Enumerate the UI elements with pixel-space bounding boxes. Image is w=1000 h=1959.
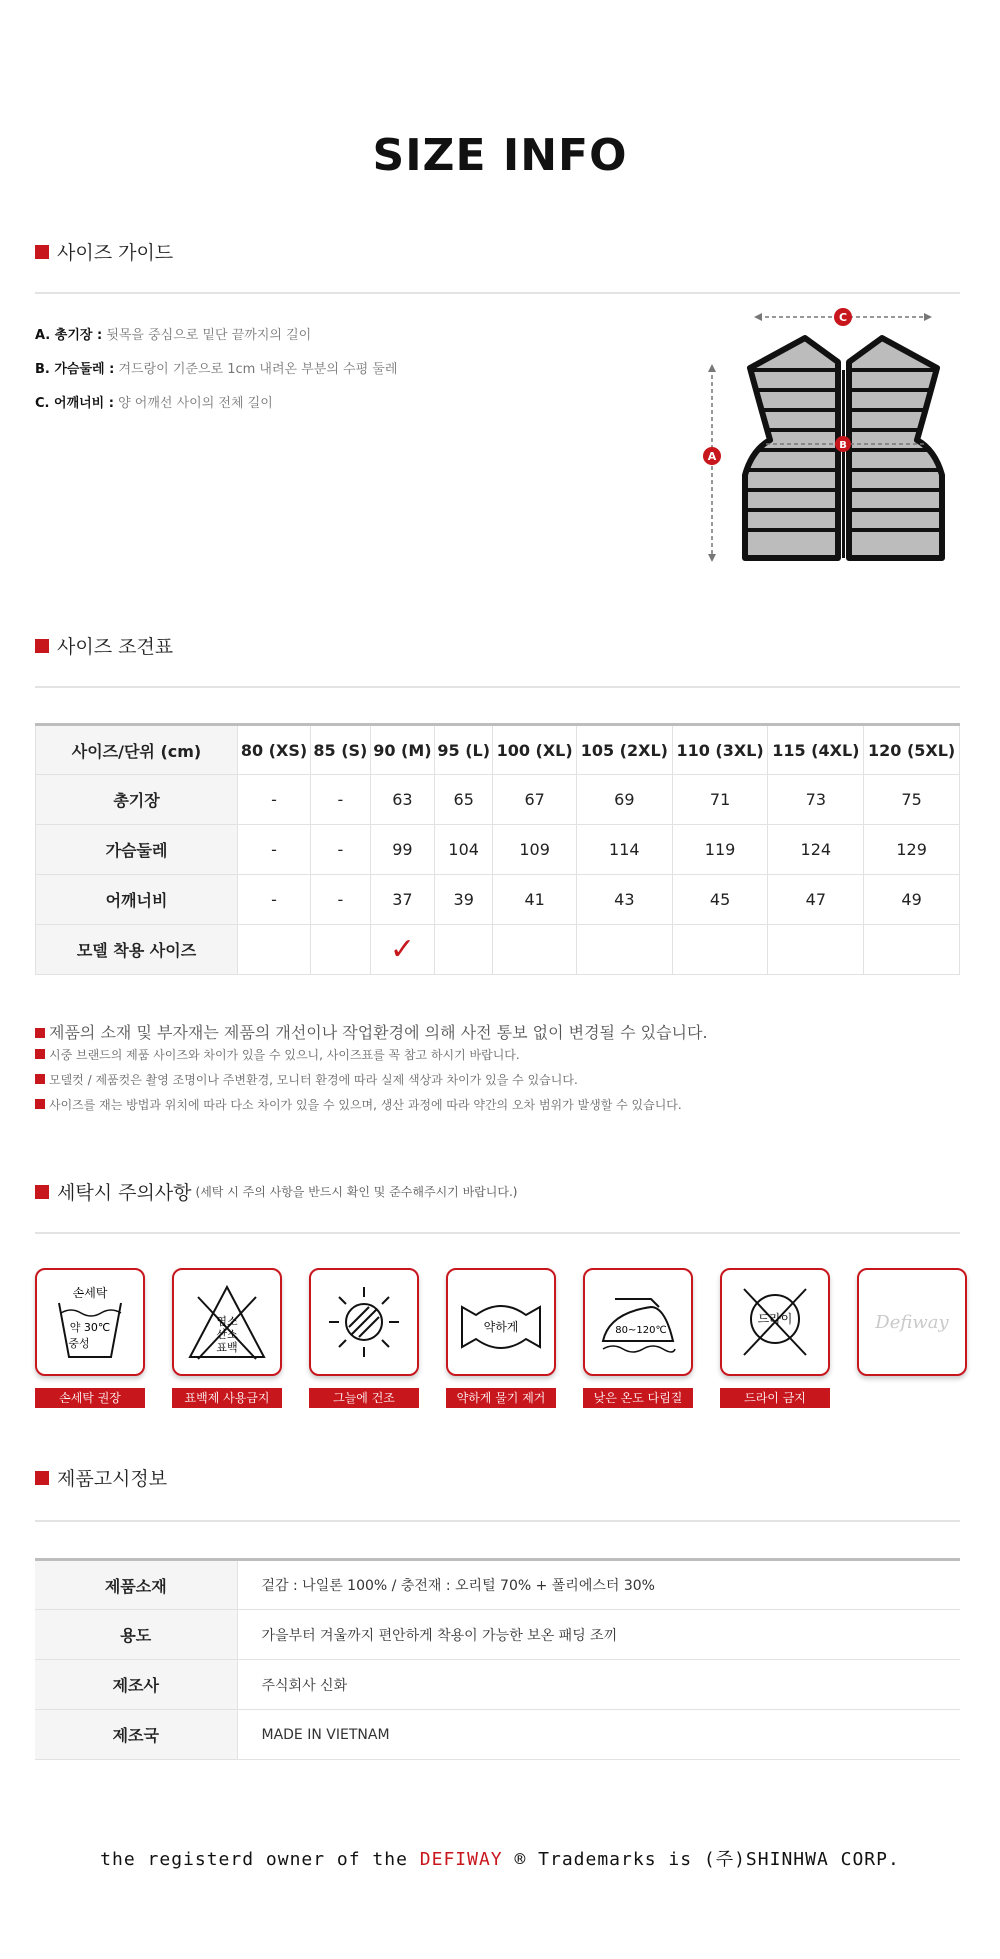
care-item	[446, 1268, 556, 1408]
divider	[35, 1232, 960, 1234]
size-column-header: 85 (S)	[311, 725, 371, 775]
table-cell: 45	[672, 875, 768, 925]
care-note: (세탁 시 주의 사항을 반드시 확인 및 준수해주시기 바랍니다.)	[195, 1185, 518, 1199]
divider	[35, 292, 960, 294]
checkmark-icon: ✓	[389, 932, 415, 967]
notice-item: 모델컷 / 제품컷은 촬영 조명이나 주변환경, 모니터 환경에 따라 실제 색상과 차이가 있을 수 있습니다.	[35, 1071, 708, 1096]
size-column-header: 90 (M)	[370, 725, 434, 775]
size-table	[35, 723, 960, 975]
table-cell	[768, 925, 864, 975]
table-cell: -	[238, 875, 311, 925]
guide-key: C. 어깨너비 :	[35, 396, 114, 411]
table-cell	[311, 925, 371, 975]
square-bullet-icon	[35, 1471, 49, 1485]
care-item	[172, 1268, 282, 1408]
marker-b	[835, 436, 851, 452]
table-cell: 69	[576, 775, 672, 825]
table-cell: 47	[768, 875, 864, 925]
care-item	[583, 1268, 693, 1408]
svg-text:C: C	[838, 311, 848, 324]
care-label: 낮은 온도 다림질	[583, 1388, 693, 1408]
svg-text:약 30℃: 약 30℃	[69, 1321, 111, 1334]
divider	[35, 1520, 960, 1522]
table-cell: MADE IN VIETNAM	[237, 1710, 960, 1760]
guide-text: 뒷목을 중심으로 밑단 끝까지의 길이	[106, 328, 312, 343]
size-column-header: 95 (L)	[435, 725, 493, 775]
table-cell: 119	[672, 825, 768, 875]
svg-text:산소: 산소	[216, 1328, 238, 1341]
svg-text:B: B	[839, 440, 847, 451]
table-cell	[493, 925, 577, 975]
no-dry-clean-icon	[732, 1279, 818, 1365]
square-bullet-icon	[35, 245, 49, 259]
shade-dry-icon	[321, 1279, 407, 1365]
square-bullet-icon	[35, 1049, 45, 1059]
care-heading	[35, 1178, 517, 1205]
table-cell: 41	[493, 875, 577, 925]
row-label: 총기장	[36, 775, 238, 825]
table-cell: -	[238, 825, 311, 875]
size-header-row	[36, 725, 960, 775]
table-cell: 겉감 : 나일론 100% / 충전재 : 오리털 70% + 폴리에스터 30%	[237, 1560, 960, 1610]
trademark-footer	[0, 1845, 1000, 1871]
footer-prefix: the registerd owner of the	[100, 1849, 408, 1870]
footer-suffix: ® Trademarks is (주)SHINHWA CORP.	[514, 1849, 900, 1870]
svg-text:표백: 표백	[216, 1341, 238, 1354]
care-tile	[172, 1268, 282, 1376]
care-tile	[446, 1268, 556, 1376]
table-cell: 67	[493, 775, 577, 825]
table-cell: 65	[435, 775, 493, 825]
row-label: 용도	[35, 1610, 237, 1660]
low-iron-icon	[595, 1279, 681, 1365]
table-cell: 43	[576, 875, 672, 925]
notice-item: 제품의 소재 및 부자재는 제품의 개선이나 작업환경에 의해 사전 통보 없이 변경될 수 있습니다.	[35, 1020, 708, 1046]
size-column-header: 120 (5XL)	[864, 725, 960, 775]
table-cell: -	[311, 775, 371, 825]
svg-text:약하게: 약하게	[483, 1320, 519, 1334]
guide-text: 겨드랑이 기준으로 1cm 내려온 부분의 수평 둘레	[118, 362, 398, 377]
care-icons	[35, 1268, 975, 1418]
table-cell: 99	[370, 825, 434, 875]
size-column-header: 105 (2XL)	[576, 725, 672, 775]
row-label: 모델 착용 사이즈	[36, 925, 238, 975]
size-guide-title: 사이즈 가이드	[57, 242, 174, 264]
divider	[35, 686, 960, 688]
table-cell: -	[311, 875, 371, 925]
guide-line-length	[35, 326, 397, 360]
table-cell: 124	[768, 825, 864, 875]
table-cell: 73	[768, 775, 864, 825]
table-cell: 71	[672, 775, 768, 825]
square-bullet-icon	[35, 1185, 49, 1199]
care-label: 표백제 사용금지	[172, 1388, 282, 1408]
svg-text:Defiway: Defiway	[875, 1312, 949, 1333]
care-label: 드라이 금지	[720, 1388, 830, 1408]
marker-c	[834, 308, 852, 326]
table-cell: 63	[370, 775, 434, 825]
care-tile	[583, 1268, 693, 1376]
care-item	[720, 1268, 830, 1408]
svg-text:A: A	[707, 450, 717, 463]
square-bullet-icon	[35, 639, 49, 653]
square-bullet-icon	[35, 1028, 45, 1038]
care-label: 손세탁 권장	[35, 1388, 145, 1408]
table-cell	[672, 925, 768, 975]
table-cell: 109	[493, 825, 577, 875]
size-column-header: 80 (XS)	[238, 725, 311, 775]
page-title: SIZE INFO	[372, 130, 628, 181]
model-size-row	[36, 925, 960, 975]
size-table-title: 사이즈 조견표	[57, 636, 174, 658]
table-cell: 49	[864, 875, 960, 925]
table-cell: -	[238, 775, 311, 825]
svg-text:중성: 중성	[68, 1337, 90, 1350]
care-tile	[35, 1268, 145, 1376]
brand-tile	[857, 1268, 967, 1376]
guide-key: B. 가슴둘레 :	[35, 362, 115, 377]
row-label: 어깨너비	[36, 875, 238, 925]
table-cell: 75	[864, 775, 960, 825]
table-row	[36, 775, 960, 825]
footer-brand: DEFIWAY	[419, 1849, 503, 1870]
table-row	[35, 1660, 960, 1710]
product-info-table	[35, 1558, 960, 1760]
table-cell: 주식회사 신화	[237, 1660, 960, 1710]
table-cell: 129	[864, 825, 960, 875]
care-item	[857, 1268, 967, 1376]
notice-list	[35, 1020, 708, 1121]
size-column-header: 100 (XL)	[493, 725, 577, 775]
table-row	[35, 1560, 960, 1610]
svg-text:염소: 염소	[216, 1315, 238, 1328]
care-item	[35, 1268, 145, 1408]
square-bullet-icon	[35, 1074, 45, 1084]
hand-wash-icon	[47, 1279, 133, 1365]
size-corner-cell: 사이즈/단위 (cm)	[36, 725, 238, 775]
guide-line-shoulder	[35, 394, 397, 428]
table-row	[35, 1710, 960, 1760]
square-bullet-icon	[35, 1099, 45, 1109]
notice-item: 시중 브랜드의 제품 사이즈와 차이가 있을 수 있으니, 사이즈표를 꼭 참고 하시기 바랍니다.	[35, 1046, 708, 1071]
table-cell	[238, 925, 311, 975]
care-title: 세탁시 주의사항	[57, 1182, 192, 1204]
svg-text:드라이: 드라이	[757, 1312, 793, 1326]
size-guide-list	[35, 326, 397, 428]
table-row	[35, 1610, 960, 1660]
marker-a	[703, 447, 721, 465]
svg-text:손세탁: 손세탁	[72, 1286, 108, 1300]
notice-item: 사이즈를 재는 방법과 위치에 따라 다소 차이가 있을 수 있으며, 생산 과정에 따라 약간의 오차 범위가 발생할 수 있습니다.	[35, 1096, 708, 1121]
table-cell: 가을부터 겨울까지 편안하게 착용이 가능한 보온 패딩 조끼	[237, 1610, 960, 1660]
row-label: 가슴둘레	[36, 825, 238, 875]
table-cell	[370, 925, 434, 975]
table-cell: 39	[435, 875, 493, 925]
row-label: 제품소재	[35, 1560, 237, 1610]
defiway-logo-icon	[862, 1297, 962, 1347]
guide-key: A. 총기장 :	[35, 328, 103, 343]
table-row	[36, 875, 960, 925]
size-table-heading	[35, 632, 173, 659]
gentle-wring-icon	[458, 1279, 544, 1365]
size-column-header: 115 (4XL)	[768, 725, 864, 775]
table-cell: 104	[435, 825, 493, 875]
size-column-header: 110 (3XL)	[672, 725, 768, 775]
vest-diagram	[700, 300, 970, 570]
care-item	[309, 1268, 419, 1408]
product-info-title: 제품고시정보	[57, 1468, 168, 1490]
care-tile	[309, 1268, 419, 1376]
guide-line-chest	[35, 360, 397, 394]
table-cell: -	[311, 825, 371, 875]
table-cell: 37	[370, 875, 434, 925]
table-row	[36, 825, 960, 875]
row-label: 제조국	[35, 1710, 237, 1760]
size-guide-heading	[35, 238, 173, 265]
guide-text: 양 어깨선 사이의 전체 길이	[118, 396, 273, 411]
svg-text:80~120℃: 80~120℃	[615, 1325, 667, 1336]
care-label: 그늘에 건조	[309, 1388, 419, 1408]
row-label: 제조사	[35, 1660, 237, 1710]
table-cell	[576, 925, 672, 975]
table-cell	[435, 925, 493, 975]
care-tile	[720, 1268, 830, 1376]
table-cell: 114	[576, 825, 672, 875]
no-bleach-icon	[184, 1279, 270, 1365]
table-cell	[864, 925, 960, 975]
care-label: 약하게 물기 제거	[446, 1388, 556, 1408]
product-info-heading	[35, 1464, 167, 1491]
